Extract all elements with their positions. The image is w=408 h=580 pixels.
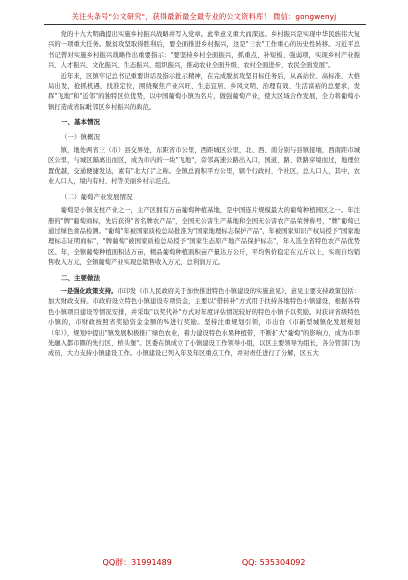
subheading-town: （一）镇概况 <box>61 132 100 141</box>
paragraph-grape-info: 葡萄是小镇支柱产业之一，主产区拥有万亩葡萄种植基地，是中国连片规模最大的葡萄种植园区之一。年注册的"牌"葡萄商标，先后获得"省名牌农产品"，全国无公害生产基地和全国无公害农产品荣誉称号，"牌"葡萄已通过绿色食品检测。"葡萄"年被国家质检总局批准为"国家地理标志保护产品"，年被国家知识产权局授予"国家地理标志证明商标"，"牌葡萄"被国家质检总局授予"国家生态原产地产品保护标志"，年入选全省特色农产品优势区。年，全镇葡萄种植面积达万亩，精品葡萄种植面积亩产量达万公斤，平均售价稳定在元斤以上，实现自均销售收入万元，全镇葡萄产业实现总销售收入万元，总利润万元。 <box>48 207 360 267</box>
subheading-grape: （二）葡萄产业发展情况 <box>61 192 133 201</box>
paragraph-intro: 党的十九大明确提出实施乡村振兴战略并写入党章。此举意义重大而深远。乡村振兴是实现中华民族伟大复兴的一项重大任务。脱贫攻坚取得胜利后，要全面推进乡村振兴，这是"三农"工作重心的历史性转移。习近平总书记曾对实施乡村振兴战略作出重要指示："要坚持乡村全面振兴，抓重点、补短板、强弱项，实现乡村产业振兴、人才振兴、文化振兴、生态振兴、组织振兴，推动农业全面升级、农村全面进步、农民全面发展"。 <box>48 31 360 70</box>
section-heading-practices: 二、主要做法 <box>61 273 100 282</box>
paragraph-overview: 近年来，区镇牢记总书记重要讲话及指示批示精神，在完成脱贫攻坚目标任务后，从高站位、高标准、大格局出发，抢抓机遇，找准定位，围绕聚焦产业兴旺、生态宜居、乡风文明、治理有效、生活富裕的总要求，发挥"飞地"和"近邻"的独特区位优势，以中国葡萄小镇为名片，做强葡萄产业，使大区域合作发展，全力将葡萄小镇打造成省际毗邻区乡村振兴的典范。 <box>48 72 360 111</box>
policy-text: 市印发《市人民政府关于加快推进特色小镇建设的实施意见》，意见主要支持政策包括：加大财政支持。市政府设立特色小镇建设专项资金，主要以"借转补"方式用于扶持各地特色小镇建设，根据各特色小镇项目建设等情况安排，并采取"以奖代补"方式对年度评估情况较好的特色小镇予以奖励。对获评省级特色小镇的，市财政按照省奖励资金金额的%进行奖励。坚持注重规划引领，市出台《市新型城镇化发展规划（年）》，规划中提出"镇发展积极推广绿色农业，着力建设特色水果种植带，不断扩大"葡萄"的影响力，成为市率先融入都市圈的先行区、桥头堡"。区委在镇成立了小镇建设工作领导小组，以区主要领导为组长，各分管部门为成员，大力支持小镇建设工作。小镇建设已列入年及年区重点工作，并对责任进行了分解，区五大 <box>48 287 360 358</box>
header-divider <box>44 24 366 25</box>
footer-qq-group: QQ群：31991489 <box>102 558 172 567</box>
paragraph-town-info: 镇，地处两省三（市）县交界处，东距省市公里，西距城区公里，北、西、南分别与县镇接壤，西南距市城区公里，与城区隔离出而区，成为市内的一块"飞地"，旁邻高速公路出入口，国道、路、铁路穿境而过，地理位置优越，交通便捷发达，素有"北大门"之称。全镇总面积平方公里，辖个行政村、个社区，总人口人，其中，农业人口人，境内有村、村等美丽乡村示范点。 <box>48 147 360 186</box>
policy-lead: 一是强化政策支持。 <box>60 287 118 295</box>
footer-contact <box>0 557 408 568</box>
paragraph-policy <box>48 287 360 360</box>
header-banner: 关注头条号"公文研究"，获得最新最全最专业的公文资料库！ 微信：gongwenyj <box>71 12 337 21</box>
document-body <box>48 30 360 360</box>
footer-qq: QQ: 535304092 <box>241 558 306 567</box>
section-heading-basic: 一、基本情况 <box>61 118 100 127</box>
